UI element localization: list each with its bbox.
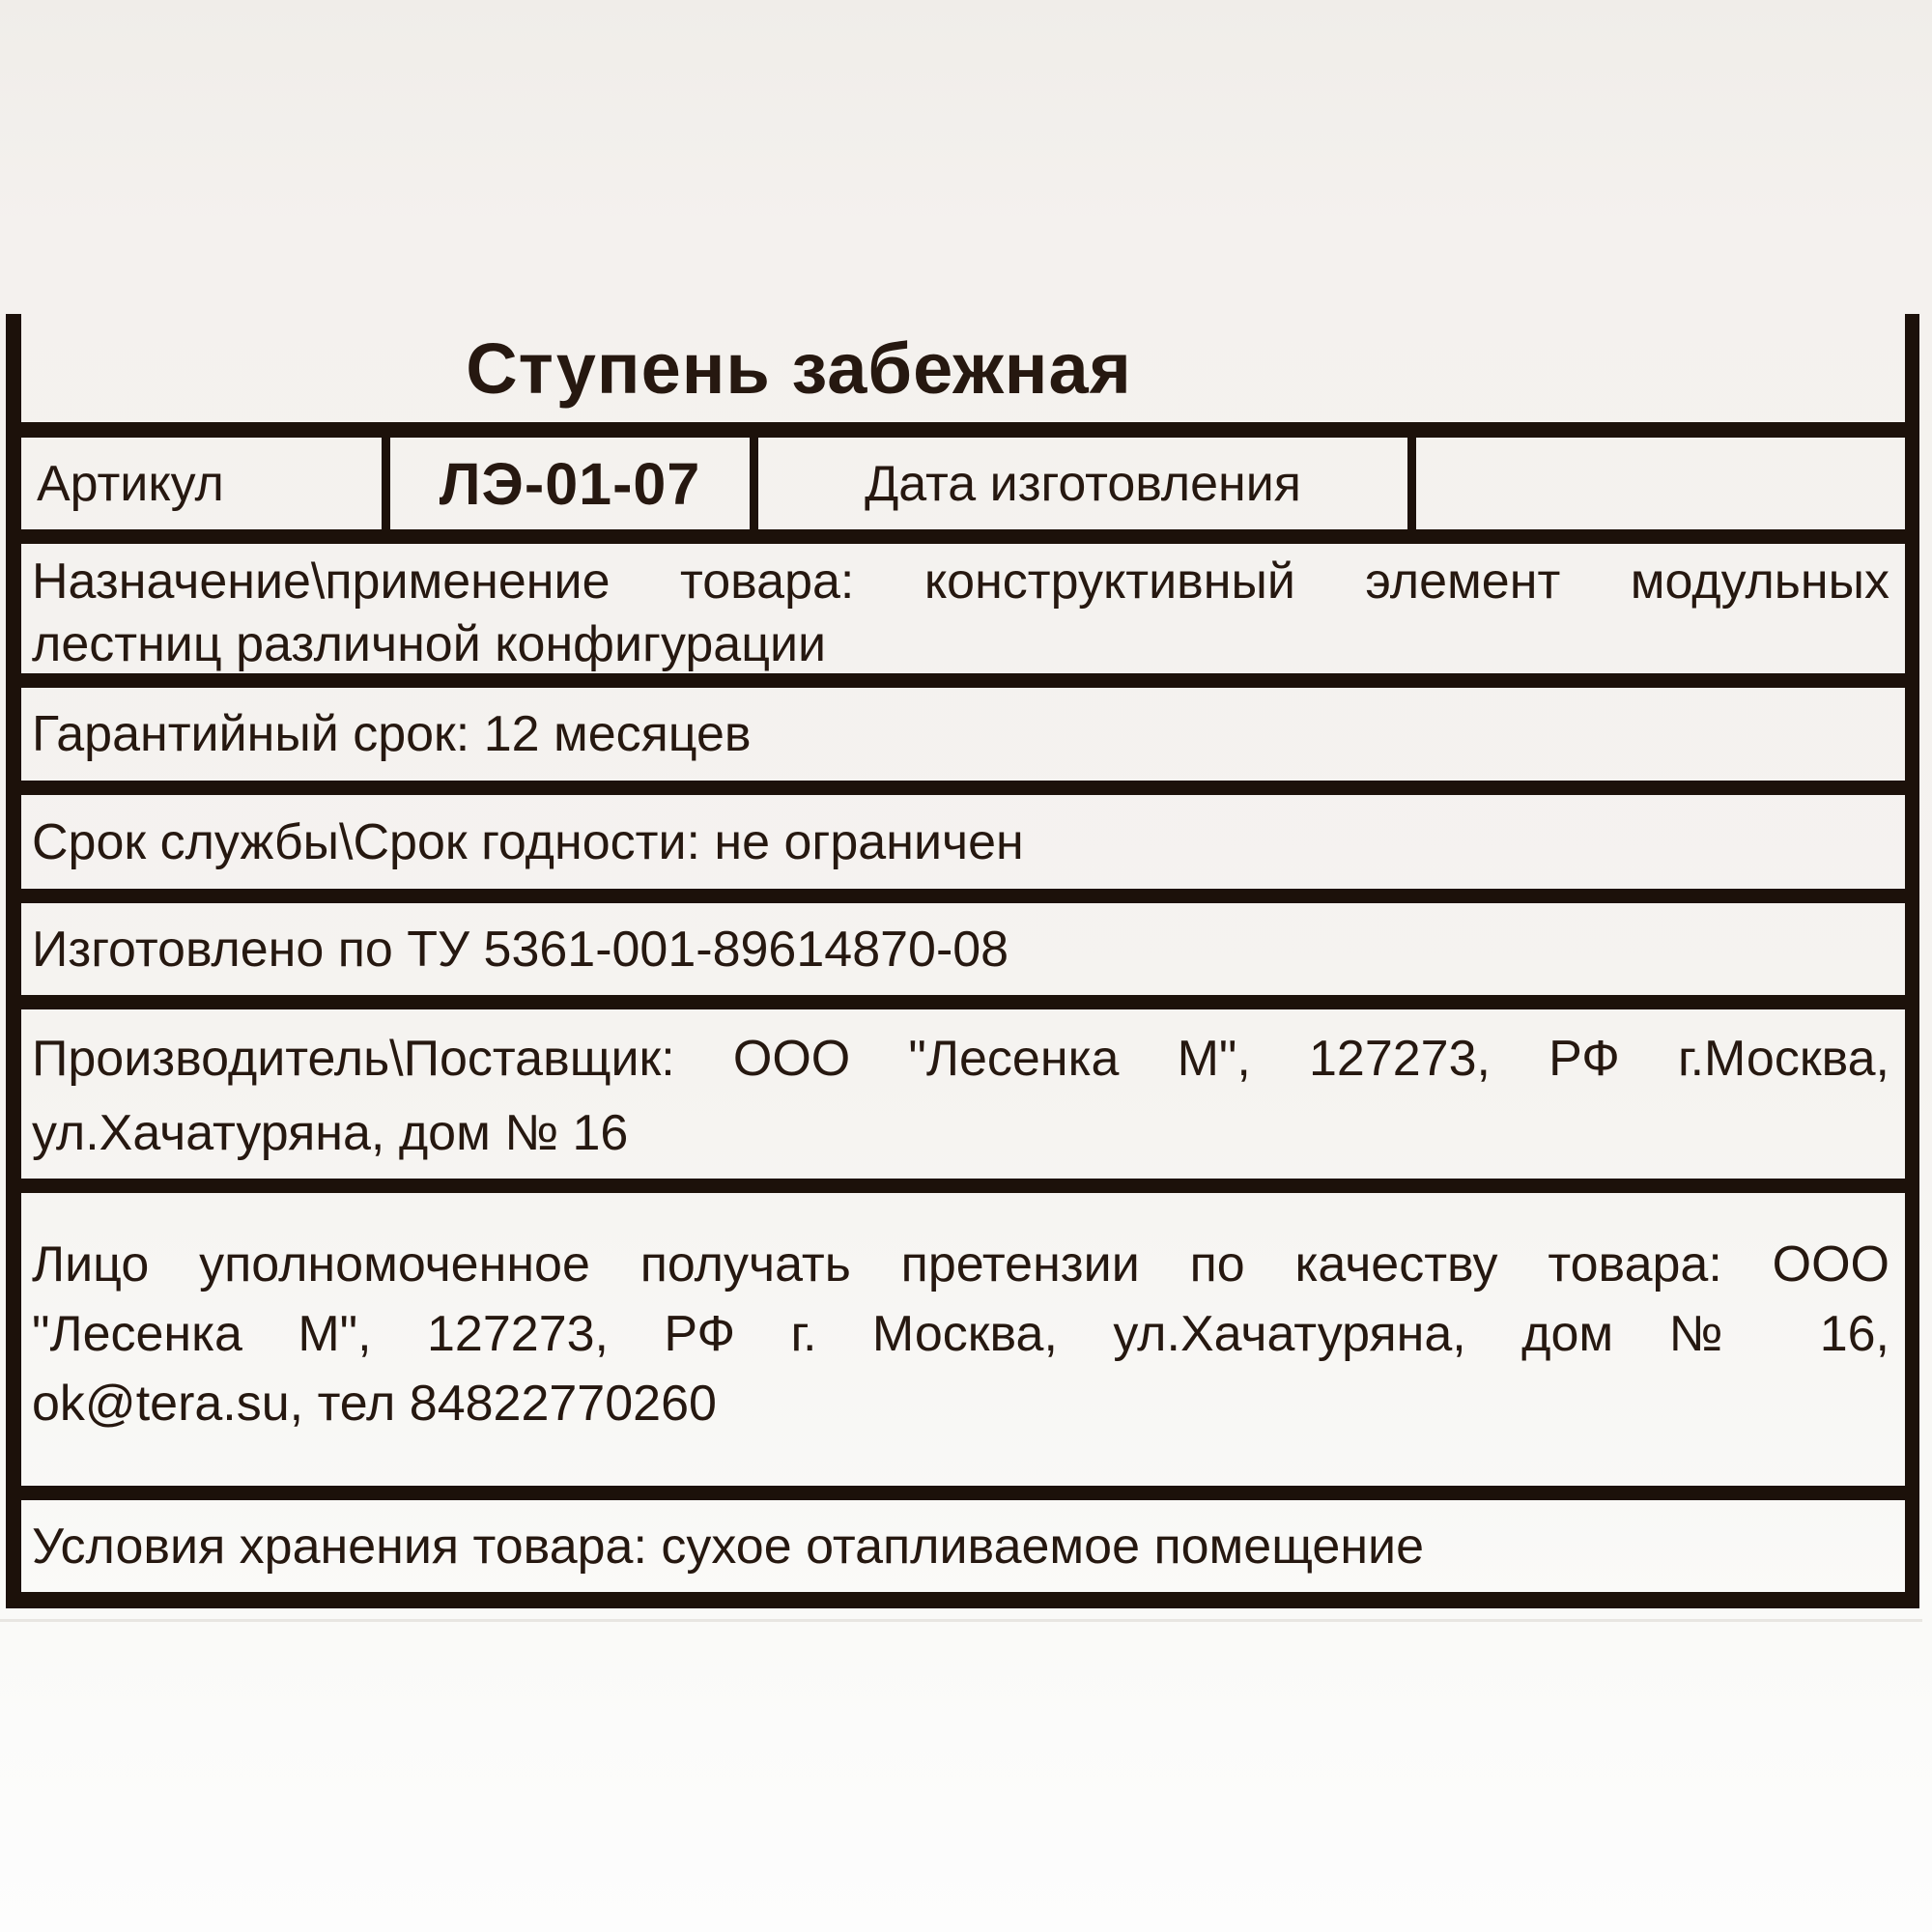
service-life-text: Срок службы\Срок годности: не ограничен (32, 813, 1024, 870)
label-paper-edge (0, 1619, 1922, 1622)
row-manufacturer (21, 1009, 1905, 1193)
row-service-life (21, 795, 1905, 903)
manufacturer-line-2: ул.Хачатуряна, дом № 16 (32, 1105, 629, 1161)
row-storage-conditions (21, 1500, 1905, 1608)
row-manufactured-spec (21, 903, 1905, 1009)
product-label-table (6, 314, 1919, 1608)
article-label: Артикул (37, 455, 224, 512)
row-warranty (21, 688, 1905, 795)
page-title: Ступень забежная (466, 327, 1132, 409)
warranty-text: Гарантийный срок: 12 месяцев (32, 706, 752, 762)
header-cell-article-label (21, 438, 390, 529)
manufactured-spec-text: Изготовлено по ТУ 5361-001-89614870-08 (32, 921, 1009, 978)
claims-line-1: Лицо уполномоченное получать претензии по качеству товара: ООО (32, 1236, 1889, 1293)
header-cell-article-value (390, 438, 758, 529)
purpose-line-2: лестниц различной конфигурации (32, 616, 827, 672)
claims-line-2: "Лесенка М", 127273, РФ г. Москва, ул.Хачатуряна, дом № 16, (32, 1306, 1889, 1362)
purpose-line-1: Назначение\применение товара: конструктивный элемент модульных (32, 554, 1889, 610)
title-row (21, 314, 1905, 438)
manufacture-date-label: Дата изготовления (865, 455, 1301, 512)
header-cell-manufacture-date-label (758, 438, 1416, 529)
manufacturer-line-1: Производитель\Поставщик: ООО "Лесенка М", 127273, РФ г.Москва, (32, 1031, 1889, 1087)
claims-line-3: ok@tera.su, тел 84822770260 (32, 1376, 717, 1432)
row-purpose (21, 544, 1905, 688)
header-cell-manufacture-date-value (1416, 438, 1905, 529)
storage-conditions-text: Условия хранения товара: сухое отапливаемое помещение (32, 1518, 1425, 1575)
header-row (21, 438, 1905, 544)
article-value: ЛЭ-01-07 (439, 450, 701, 517)
row-claims-contact (21, 1193, 1905, 1500)
